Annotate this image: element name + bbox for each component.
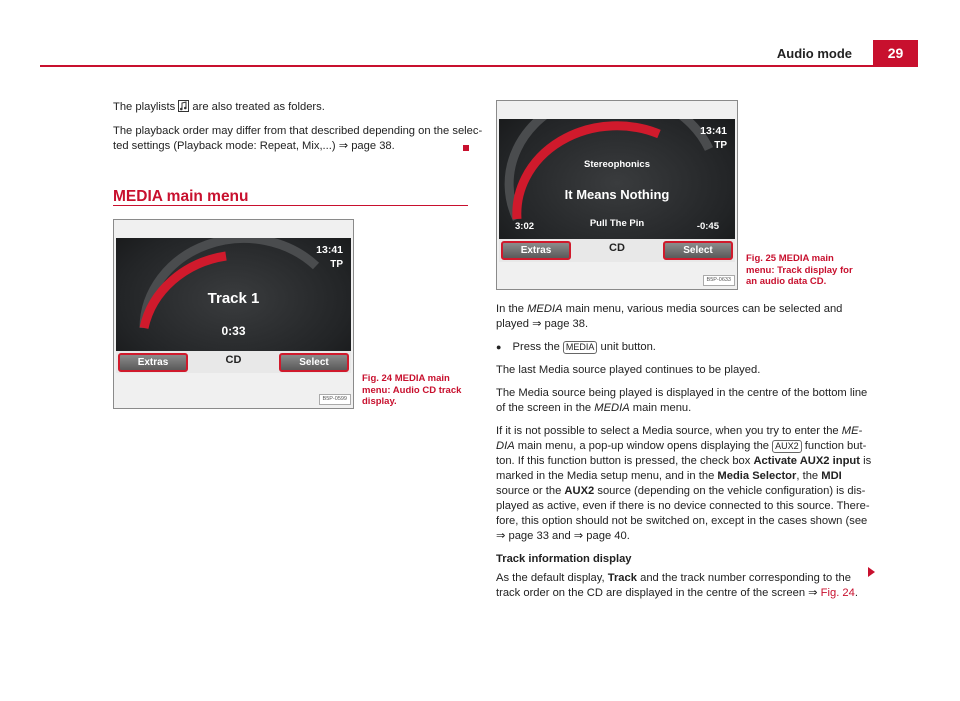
fig24-track: Track 1 <box>207 290 260 307</box>
fig24-screen <box>116 238 351 373</box>
track-info-heading: Track information display <box>496 553 632 565</box>
fig24-tp: TP <box>330 259 343 270</box>
fig25-code: B5P-0633 <box>703 275 735 286</box>
fig25-select-button: Select <box>663 241 733 260</box>
figure-25 <box>496 100 738 290</box>
section-end-marker <box>463 145 469 151</box>
heading-rule <box>113 205 468 206</box>
fig25-tp: TP <box>714 140 727 151</box>
fig25-clock: 13:41 <box>700 125 727 137</box>
fig24-link[interactable]: Fig. 24 <box>820 587 855 599</box>
source-display-line-1: The Media source being played is displayed in the centre of the bottom line <box>496 387 868 399</box>
playlist-icon <box>178 100 189 117</box>
fig24-code: B5P-0599 <box>319 394 351 405</box>
header-rule <box>40 65 918 67</box>
aux2-line-1: If it is not possible to select a Media source, when you try to enter the ME- <box>496 425 863 437</box>
page-number: 29 <box>873 40 918 67</box>
aux2-line-5: source or the AUX2 source (depending on the vehicle configuration) is dis- <box>496 485 866 497</box>
playback-order-line-2: ted settings (Playback mode: Repeat, Mix,...) ⇒ page 38. <box>113 140 395 152</box>
fig25-artist: Stereophonics <box>584 159 650 170</box>
fig24-extras-button: Extras <box>118 353 188 372</box>
fig25-cd-label: CD <box>609 242 625 254</box>
last-source-paragraph: The last Media source played continues to be played. <box>496 364 761 376</box>
figure-24 <box>113 219 354 409</box>
fig25-caption: Fig. 25 MEDIA main menu: Track display for an audio data CD. <box>746 253 853 287</box>
next-page-arrow-icon <box>868 567 875 577</box>
media-key: MEDIA <box>563 341 598 354</box>
fig24-elapsed: 0:33 <box>221 324 246 338</box>
fig25-title: It Means Nothing <box>564 187 670 202</box>
fig25-elapsed: 3:02 <box>515 221 535 232</box>
fig25-extras-button: Extras <box>501 241 571 260</box>
aux2-line-7: fore, this option should not be switched on, except in the cases shown (see <box>496 515 868 527</box>
fig25-remaining: -0:45 <box>696 221 719 232</box>
media-intro-line-2: played ⇒ page 38. <box>496 318 589 330</box>
aux2-line-6: played as active, even if there is no device connected to this source. There- <box>496 500 870 512</box>
playlist-paragraph: The playlists are also treated as folders. <box>113 100 325 117</box>
fig24-cd-label: CD <box>225 354 242 366</box>
aux2-line-4: marked in the Media setup menu, and in the Media Selector, the MDI <box>496 470 842 482</box>
right-column-text <box>496 302 876 601</box>
media-main-menu-heading: MEDIA main menu <box>113 188 249 205</box>
fig25-screen <box>499 119 735 262</box>
aux2-key: AUX2 <box>772 440 802 453</box>
fig25-album: Pull The Pin <box>589 218 645 229</box>
track-info-line-1: As the default display, Track and the track number corresponding to the <box>496 572 851 584</box>
fig24-clock: 13:41 <box>316 244 343 256</box>
aux2-line-3: ton. If this function button is pressed, the check box Activate AUX2 input is <box>496 455 872 467</box>
fig24-caption: Fig. 24 MEDIA main menu: Audio CD track display. <box>362 373 462 407</box>
source-display-line-2: of the screen in the MEDIA main menu. <box>496 402 692 414</box>
media-intro-line-1: In the MEDIA main menu, various media sources can be selected and <box>496 303 843 315</box>
track-info-line-2: track order on the CD are displayed in the centre of the screen ⇒ Fig. 24. <box>496 587 858 599</box>
fig24-select-button: Select <box>279 353 349 372</box>
playback-order-line-1: The playback order may differ from that described depending on the selec- <box>113 125 483 137</box>
aux2-line-2: DIA main menu, a pop-up window opens displaying the AUX2 function but- <box>496 440 867 452</box>
press-media-step: ● Press the MEDIA unit button. <box>496 341 656 353</box>
fig25-button-bar <box>499 239 735 262</box>
section-title: Audio mode <box>776 46 852 61</box>
fig24-button-bar <box>116 351 351 373</box>
aux2-line-8: ⇒ page 33 and ⇒ page 40. <box>496 530 630 542</box>
